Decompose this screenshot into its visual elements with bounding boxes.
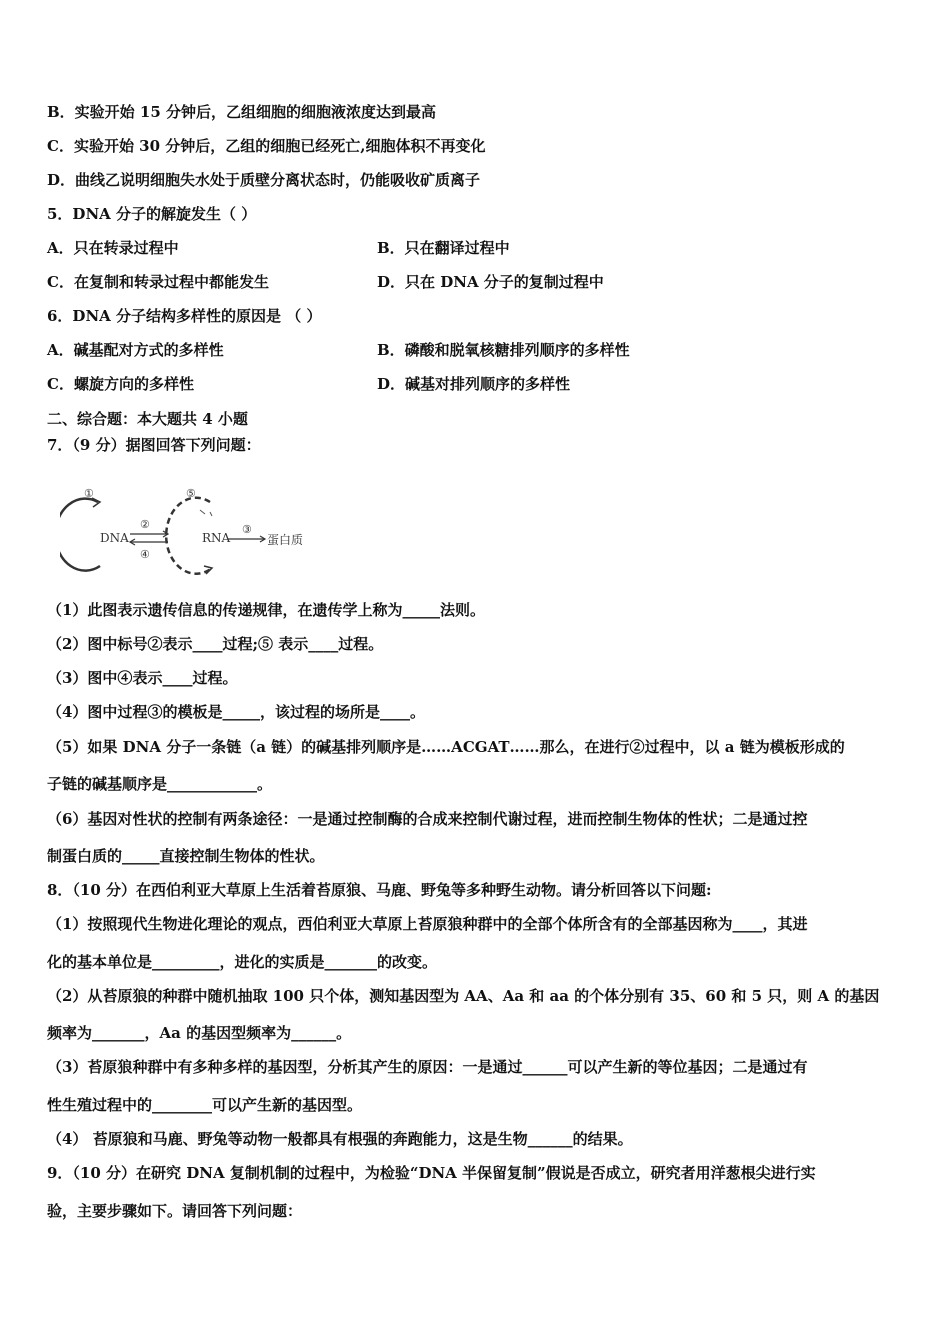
q5-stem: 5．DNA 分子的解旋发生（ ）	[47, 205, 257, 223]
q8-sub-1b: 化的基本单位是_________，进化的实质是_______的改变。	[47, 953, 438, 971]
q7-sub-6a: （6）基因对性状的控制有两条途径：一是通过控制酶的合成来控制代谢过程，进而控制生物体的性状；二是通过控	[47, 810, 808, 828]
q4-option-c: C．实验开始 30 分钟后，乙组的细胞已经死亡,细胞体积不再变化	[47, 137, 486, 155]
q4-option-b: B．实验开始 15 分钟后，乙组细胞的细胞液浓度达到最高	[47, 103, 436, 121]
q6-option-c: C．螺旋方向的多样性	[47, 375, 194, 393]
replication-loop	[60, 499, 100, 571]
label-protein: 蛋白质	[267, 533, 304, 547]
q7-sub-4: （4）图中过程③的模板是_____，该过程的场所是____。	[47, 703, 425, 721]
q8-stem: 8．（10 分）在西伯利亚大草原上生活着苔原狼、马鹿、野兔等多种野生动物。请分析回答以下问题:	[47, 881, 712, 899]
q8-sub-2a: （2）从苔原狼的种群中随机抽取 100 只个体，测知基因型为 AA、Aa 和 aa 的个体分别有 35、60 和 5 只，则 A 的基因	[47, 987, 880, 1005]
label-dna: DNA	[100, 531, 129, 545]
q6-option-d: D．碱基对排列顺序的多样性	[377, 375, 571, 393]
label-rna: RNA	[202, 531, 231, 545]
central-dogma-diagram	[60, 482, 320, 582]
q6-stem: 6．DNA 分子结构多样性的原因是 （ ）	[47, 307, 322, 325]
label-n4: ④	[140, 548, 150, 561]
q7-stem: 7．（9 分）据图回答下列问题：	[47, 436, 261, 454]
q7-sub-2: （2）图中标号②表示____过程;⑤ 表示____过程。	[47, 635, 384, 653]
q9-stem-a: 9．（10 分）在研究 DNA 复制机制的过程中，为检验“DNA 半保留复制”假说是否成立，研究者用洋葱根尖进行实	[47, 1164, 816, 1182]
label-n1: ①	[84, 487, 94, 500]
q4-option-d: D．曲线乙说明细胞失水处于质壁分离状态时，仍能吸收矿质离子	[47, 171, 481, 189]
q5-option-d: D．只在 DNA 分子的复制过程中	[377, 273, 604, 291]
q6-option-a: A．碱基配对方式的多样性	[47, 341, 224, 359]
q8-sub-4: （4） 苔原狼和马鹿、野兔等动物一般都具有根强的奔跑能力，这是生物______的结果。	[47, 1130, 633, 1148]
q6-option-b: B．磷酸和脱氧核糖排列顺序的多样性	[377, 341, 630, 359]
label-n5: ⑤	[186, 487, 196, 500]
label-n3: ③	[242, 523, 252, 536]
section-2-title: 二、综合题：本大题共 4 小题	[47, 410, 248, 428]
q9-stem-b: 验，主要步骤如下。请回答下列问题：	[47, 1202, 303, 1220]
q8-sub-3a: （3）苔原狼种群中有多种多样的基因型，分析其产生的原因：一是通过______可以产生新的等位基因；二是通过有	[47, 1058, 808, 1076]
q7-sub-6b: 制蛋白质的_____直接控制生物体的性状。	[47, 847, 325, 865]
q5-option-b: B．只在翻译过程中	[377, 239, 510, 257]
label-n2: ②	[140, 518, 150, 531]
q7-sub-5b: 子链的碱基顺序是____________。	[47, 775, 273, 793]
q7-sub-5a: （5）如果 DNA 分子一条链（a 链）的碱基排列顺序是……ACGAT……那么，在进行②过程中，以 a 链为模板形成的	[47, 738, 845, 756]
q5-option-c: C．在复制和转录过程中都能发生	[47, 273, 269, 291]
q7-sub-1: （1）此图表示遗传信息的传递规律，在遗传学上称为_____法则。	[47, 601, 485, 619]
q7-sub-3: （3）图中④表示____过程。	[47, 669, 238, 687]
q5-option-a: A．只在转录过程中	[47, 239, 179, 257]
q8-sub-1a: （1）按照现代生物进化理论的观点，西伯利亚大草原上苔原狼种群中的全部个体所含有的全部基因称为____，其进	[47, 915, 808, 933]
q8-sub-3b: 性生殖过程中的________可以产生新的基因型。	[47, 1096, 363, 1114]
q8-sub-2b: 频率为_______，Aa 的基因型频率为______。	[47, 1024, 352, 1042]
